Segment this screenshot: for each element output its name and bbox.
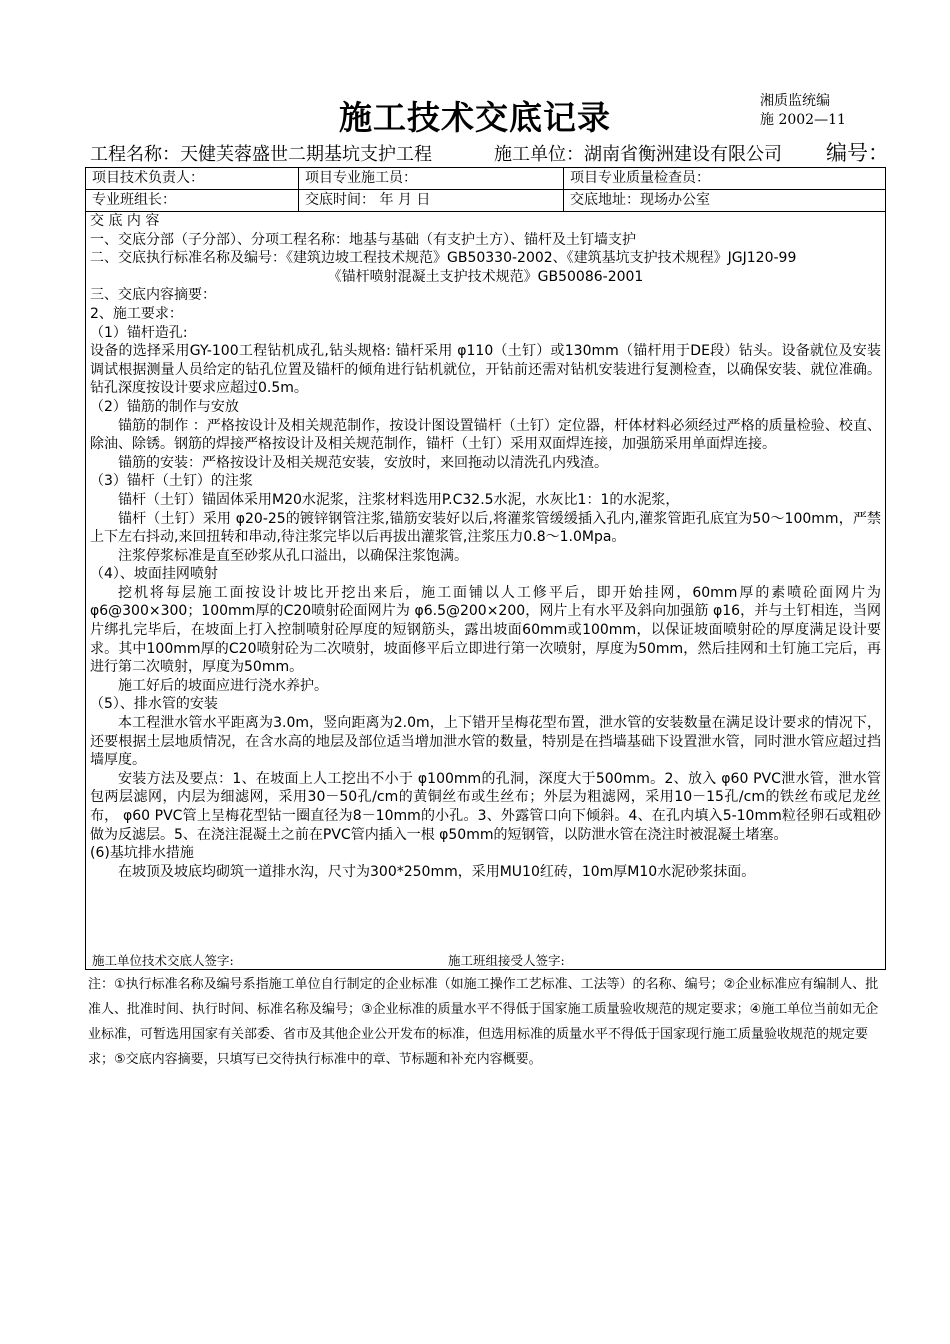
section-paragraph: 设备的选择采用GY-100工程钻机成孔,钻头规格: 锚杆采用 φ110（土钉）或130mm（锚杆用于DE段）钻头。设备就位及安装调试根据测量人员给定的钻孔位置及锚杆的倾角进行钻机就位，开钻前还需对钻机安装进行复测检查，以确保安装、就位准确。钻孔深度按设计要求应超过0.5m。 — [90, 343, 881, 397]
section-paragraph: 施工好后的坡面应进行浇水养护。 — [118, 677, 328, 694]
content-heading: 交 底 内 容 — [90, 213, 160, 229]
section-paragraph: 锚杆（土钉）采用 φ20-25的镀锌钢管注浆,锚筋安装好以后,将灌浆管缓缓插入孔内,灌浆管距孔底宜为50～100mm，严禁上下左右抖动,来回扭转和串动,待注浆完毕以后再拔出灌浆管,注浆压力0.8～1.0Mpa。 — [90, 510, 881, 546]
section-paragraph: 锚杆（土钉）锚固体采用M20水泥浆，注浆材料选用P.C32.5水泥，水灰比1：1的水泥浆， — [118, 491, 680, 508]
section-paragraph: 锚筋的安装：严格按设计及相关规范安装，安放时，来回拖动以清洗孔内残渣。 — [118, 454, 608, 471]
section-title: （1）锚杆造孔: — [90, 324, 188, 341]
content-line: 二、交底执行标准名称及编号：《建筑边坡工程技术规范》GB50330-2002、《建筑基坑支护技术规程》JGJ120-99 — [90, 250, 797, 267]
team-leader-cell: 专业班组长： — [92, 192, 176, 208]
content-line: 三、交底内容摘要： — [90, 287, 216, 304]
section-paragraph: 安装方法及要点：1、在坡面上人工挖出不小于 φ100mm的孔洞，深度大于500mm。2、放入 φ60 PVC泄水管，泄水管包两层滤网，内层为细滤网，采用30－50孔/cm的黄铜丝布或生丝布；外层为粗滤网，采用10－15孔/cm的铁丝布或尼龙丝布， φ60 PVC管上呈梅花型钻一圈直径为8－10mm的小孔。3、外露管口向下倾斜。4、在孔内填入5-10mm粒径卵石或粗砂做为反滤层。5、在浇注混凝土之前在PVC管内插入一根 φ50mm的短钢管，以防泄水管在浇注时被混凝土堵塞。 — [90, 770, 881, 843]
receiver-signature: 施工班组接受人签字: — [448, 953, 565, 968]
content-line: 2、施工要求： — [90, 305, 183, 322]
briefing-location-cell: 交底地址：现场办公室 — [563, 190, 885, 211]
section-paragraph: 锚筋的制作 ：严格按设计及相关规范制作，按设计图设置锚杆（土钉）定位器，杆体材料必须经过严格的质量检验、校直、除油、除锈。钢筋的焊接严格按设计及相关规范制作，锚杆（土钉）采用双面焊连接，加强筋采用单面焊连接。 — [90, 417, 881, 453]
document-number: 编号： — [826, 141, 889, 165]
form-code-line1: 湘质监统编 — [760, 93, 830, 109]
section-title: （5）、排水管的安装 — [90, 696, 218, 713]
briefer-signature: 施工单位技术交底人签字: — [92, 953, 234, 968]
briefing-content — [90, 212, 881, 881]
briefing-time-cell: 交底时间： 年 月 日 — [298, 190, 563, 211]
signature-row — [86, 953, 885, 969]
form-code — [760, 92, 846, 130]
section-title: （2）锚筋的制作与安放 — [90, 398, 239, 415]
section-paragraph: 在坡顶及坡底均砌筑一道排水沟，尺寸为300*250mm，采用MU10红砖，10m厚M10水泥砂浆抹面。 — [118, 863, 756, 880]
section-paragraph: 注浆停浆标准是直至砂浆从孔口溢出，以确保注浆饱满。 — [118, 547, 468, 564]
section-paragraph: 本工程泄水管水平距离为3.0m，竖向距离为2.0m，上下错开呈梅花型布置，泄水管的安装数量在满足设计要求的情况下，还要根据土层地质情况，在含水高的地层及部位适当增加泄水管的数量，特别是在挡墙基础下设置泄水管，同时泄水管应超过挡墙厚度。 — [90, 715, 881, 769]
section-title: (6)基坑排水措施 — [90, 845, 194, 862]
page-title: 施工技术交底记录 — [339, 98, 611, 137]
table-row — [86, 168, 885, 190]
record-table — [85, 167, 886, 970]
section-title: （3）锚杆（土钉）的注浆 — [90, 473, 253, 490]
header-info — [90, 140, 890, 164]
content-line: 一、交底分部（子分部）、分项工程名称：地基与基础（有支护土方）、锚杆及土钉墙支护 — [90, 231, 636, 248]
footnote — [88, 972, 888, 1072]
section-title: （4）、坡面挂网喷射 — [90, 566, 218, 583]
construction-unit: 施工单位：湖南省衡洲建设有限公司 — [494, 144, 782, 165]
content-line: 《锚杆喷射混凝土支护技术规范》GB50086-2001 — [327, 268, 644, 285]
quality-inspector-cell: 项目专业质量检查员： — [563, 168, 885, 189]
footnote-text: 注：①执行标准名称及编号系指施工单位自行制定的企业标准（如施工操作工艺标准、工法等）的名称、编号；②企业标准应有编制人、批准人、批准时间、执行时间、标准名称及编号；③企业标准的质量水平不得低于国家施工质量验收规范的规定要求；④施工单位当前如无企业标准，可暂选用国家有关部委、省市及其他企业公开发布的标准，但选用标准的质量水平不得低于国家现行施工质量验收规范的规定要求；⑤交底内容摘要，只填写已交待执行标准中的章、节标题和补充内容概要。 — [88, 977, 879, 1067]
form-code-line2: 施 2002—11 — [760, 112, 846, 128]
project-name: 工程名称：天健芙蓉盛世二期基坑支护工程 — [90, 144, 432, 165]
section-paragraph: 挖机将每层施工面按设计坡比开挖出来后，施工面铺以人工修平后，即开始挂网，60mm厚的素喷砼面网片为 φ6@300×300；100mm厚的C20喷射砼面网片为 φ6.5@200×200，网片上有水平及斜向加强筋 φ16，并与土钉相连，当网片绑扎完毕后，在坡面上打入控制喷射砼厚度的短钢筋头，露出坡面60mm或100mm，以保证坡面喷射砼的厚度满足设计要求。其中100mm厚的C20喷射砼为二次喷射，坡面修平后立即进行第一次喷射，厚度为50mm，然后挂网和土钉施工完后，再进行第二次喷射，厚度为50mm。 — [90, 584, 881, 676]
tech-lead-cell: 项目技术负责人： — [92, 170, 204, 186]
table-row — [86, 190, 885, 212]
constructor-cell: 项目专业施工员： — [298, 168, 563, 189]
